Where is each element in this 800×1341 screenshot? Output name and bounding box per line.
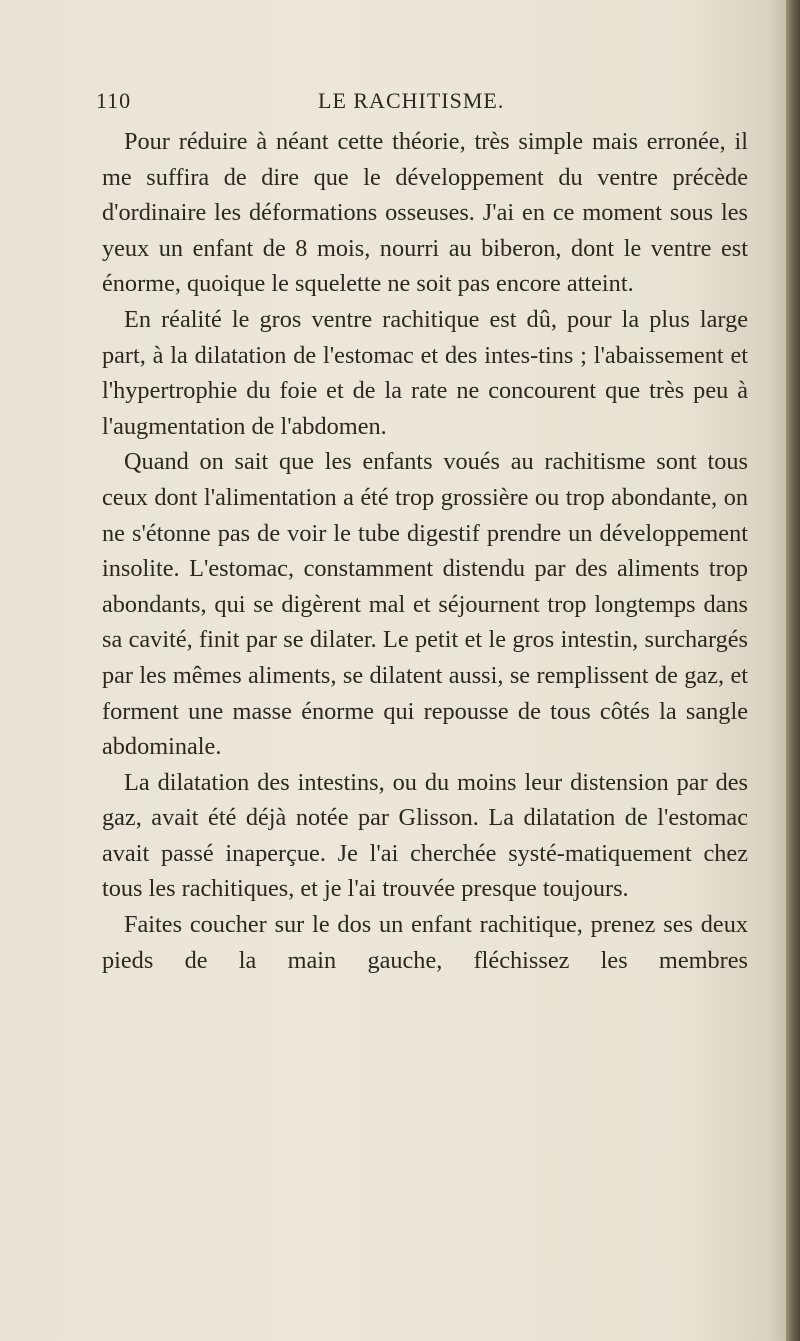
paragraph-4: La dilatation des intestins, ou du moins leur distension par des gaz, avait été déjà notée par Glisson. La dilatation de l'estomac avait passé inaperçue. Je l'ai cherchée systé-matiquement chez tous les rachitiques, et je l'ai trouvée presque toujours. bbox=[102, 768, 748, 903]
body-text bbox=[102, 124, 748, 978]
paragraph-1: Pour réduire à néant cette théorie, très simple mais erronée, il me suffira de dire que le développement du ventre précède d'ordinaire les déformations osseuses. J'ai en ce moment sous les yeux un enfant de 8 mois, nourri au biberon, dont le ventre est énorme, quoique le squelette ne soit pas encore atteint. bbox=[102, 128, 748, 298]
paragraph-2: En réalité le gros ventre rachitique est dû, pour la plus large part, à la dilatation de l'estomac et des intes-tins ; l'abaissement et l'hypertrophie du foie et de la rate ne concourent que très peu à l'augmentation de l'abdomen. bbox=[102, 305, 748, 440]
running-title: LE RACHITISME. bbox=[318, 88, 505, 113]
page-edge-shadow bbox=[786, 0, 800, 1341]
page-header bbox=[96, 88, 756, 116]
paragraph-5: Faites coucher sur le dos un enfant rachitique, prenez ses deux pieds de la main gauche, fléchissez les membres bbox=[102, 911, 748, 974]
page-number: 110 bbox=[96, 88, 132, 113]
paragraph-3: Quand on sait que les enfants voués au rachitisme sont tous ceux dont l'alimentation a été trop grossière ou trop abondante, on ne s'étonne pas de voir le tube digestif prendre un développement insolite. L'estomac, constamment distendu par des aliments trop abondants, qui se digèrent mal et séjournent trop longtemps dans sa cavité, finit par se dilater. Le petit et le gros intestin, surchargés par les mêmes aliments, se dilatent aussi, se remplissent de gaz, et forment une masse énorme qui repousse de tous côtés la sangle abdominale. bbox=[102, 448, 748, 761]
